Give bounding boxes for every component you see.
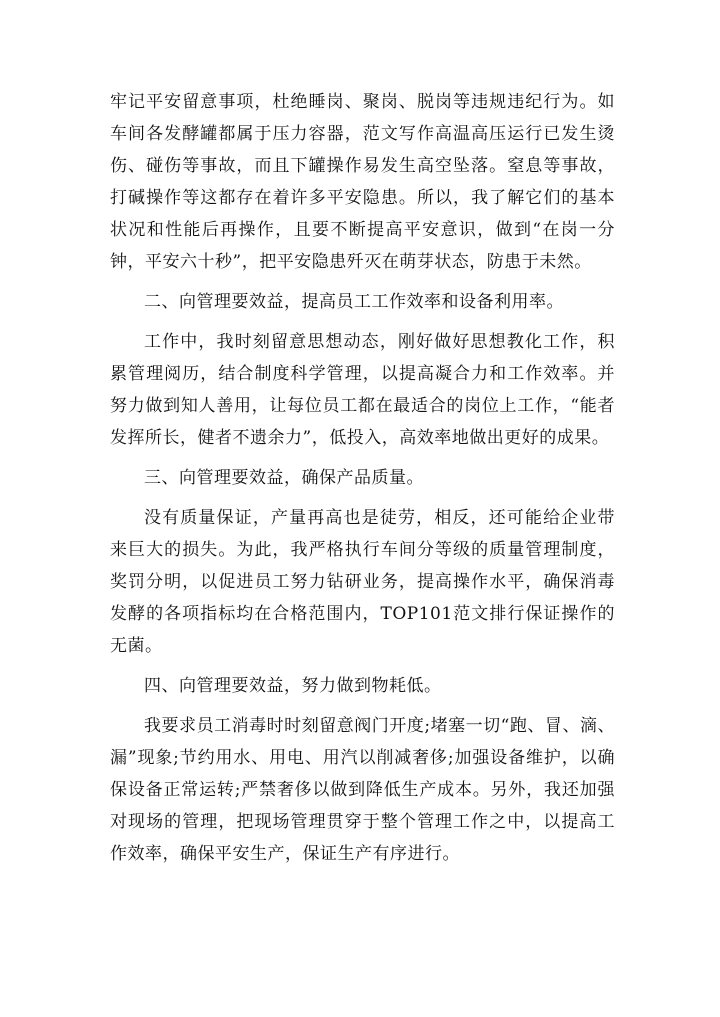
- paragraph-consumption: 我要求员工消毒时时刻留意阀门开度;堵塞一切“跑、冒、滴、漏”现象;节约用水、用电、用汽以削减奢侈;加强设备维护，以确保设备正常运转;严禁奢侈以做到降低生产成本。另外，我还加强对现场的管理，把现场管理贯穿于整个管理工作之中，以提高工作效率，确保平安生产，保证生产有序进行。: [110, 716, 615, 864]
- section-heading-quality: 三、向管理要效益，确保产品质量。: [144, 468, 424, 488]
- document-body: [110, 86, 615, 878]
- section-heading-efficiency: 二、向管理要效益，提高员工工作效率和设备利用率。: [144, 292, 564, 312]
- paragraph-quality: 没有质量保证，产量再高也是徒劳，相反，还可能给企业带来巨大的损失。为此，我严格执行车间分等级的质量管理制度，奖罚分明，以促进员工努力钻研业务，提高操作水平，确保消毒发酵的各项指标均在合格范围内，TOP101范文排行保证操作的无菌。: [110, 508, 615, 656]
- section-heading-consumption: 四、向管理要效益，努力做到物耗低。: [144, 676, 442, 696]
- paragraph-safety: 牢记平安留意事项，杜绝睡岗、聚岗、脱岗等违规违纪行为。如车间各发酵罐都属于压力容器，范文写作高温高压运行已发生烫伤、碰伤等事故，而且下罐操作易发生高空坠落。窒息等事故，打碱操作等这都存在着许多平安隐患。所以，我了解它们的基本状况和性能后再操作，且要不断提高平安意识，做到“在岗一分钟，平安六十秒”，把平安隐患歼灭在萌芽状态，防患于未然。: [110, 92, 615, 272]
- paragraph-efficiency: 工作中，我时刻留意思想动态，刚好做好思想教化工作，积累管理阅历，结合制度科学管理，以提高凝合力和工作效率。并努力做到知人善用，让每位员工都在最适合的岗位上工作，“能者发挥所长，健者不遗余力”，低投入，高效率地做出更好的成果。: [110, 332, 615, 448]
